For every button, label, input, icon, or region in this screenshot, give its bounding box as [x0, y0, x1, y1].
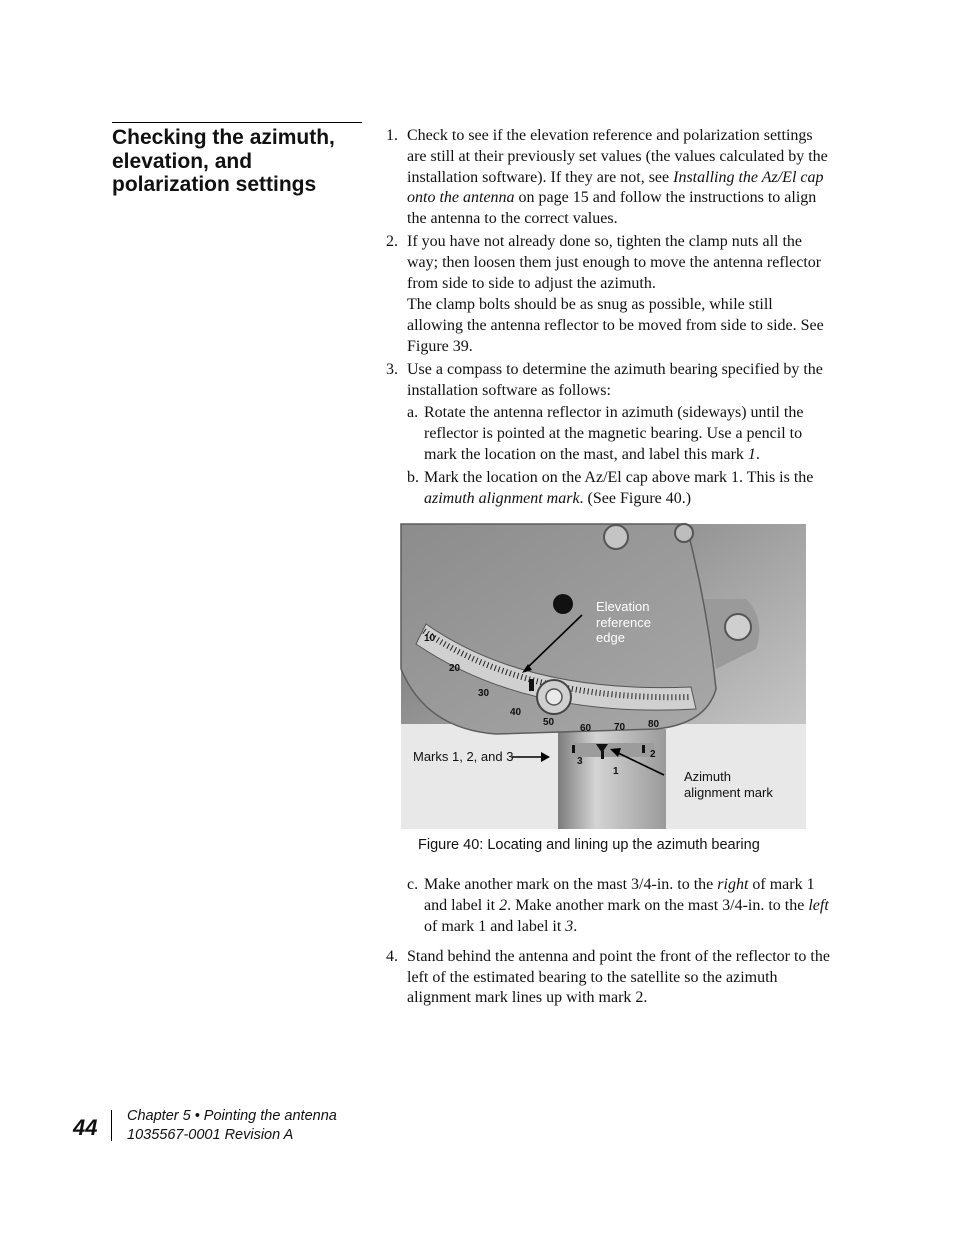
figure-40 [386, 519, 831, 864]
azimuth-alignment-label [684, 769, 773, 800]
top-bolt [604, 525, 628, 549]
step-number: 4. [386, 947, 398, 965]
label-line: Elevation [596, 599, 650, 615]
emphasis-text: left [808, 897, 829, 915]
scale-tick-label: 60 [580, 723, 592, 735]
azimuth-photo [386, 519, 831, 864]
scale-tick-label: 20 [449, 663, 461, 675]
substep-letter: c. [407, 876, 419, 894]
step-3 [386, 360, 831, 402]
label-line: alignment mark [684, 784, 773, 800]
substep-text: Rotate the antenna reflector in azimuth (sideways) until the reflector is pointed at the magnetic bearing. Use a pencil to mark the location on the mast, and label this mark 1. [424, 404, 804, 463]
step-text: If you have not already done so, tighten the clamp nuts all the way; then loosen them just enough to move the antenna reflector from side to side to adjust the azimuth. [407, 232, 822, 292]
mast-mark-label: 1 [613, 766, 619, 778]
scale-tick-label: 40 [510, 707, 522, 719]
emphasis-text: 1 [747, 445, 756, 463]
emphasis-text: azimuth alignment mark [424, 489, 580, 507]
label-line: edge [596, 630, 625, 646]
substep-a [386, 403, 831, 465]
mast-mark-1 [601, 751, 604, 759]
label-line: Azimuth [684, 769, 731, 785]
emphasis-text: right [717, 876, 749, 894]
substep-text: Make another mark on the mast 3/4-in. to the right of mark 1 and label it 2. Make another mark on the mast 3/4-in. to the left of mark 1 and label it 3. [424, 876, 829, 935]
footer-divider [111, 1110, 112, 1141]
substep-c [386, 875, 831, 937]
heading-line: polarization settings [112, 173, 317, 196]
substep-b [386, 468, 831, 510]
step-1 [386, 126, 831, 230]
scale-tick-label: 30 [478, 688, 490, 700]
section-heading [112, 126, 372, 197]
step-text: Use a compass to determine the azimuth bearing specified by the installation software as follows: [407, 360, 823, 399]
footer-chapter: Chapter 5 • Pointing the antenna [127, 1108, 337, 1124]
procedure-body [386, 126, 831, 1011]
footer-doc-id: 1035567-0001 Revision A [127, 1127, 294, 1143]
scale-tick-label: 10 [424, 633, 436, 645]
emphasis-text: Installing the Az/El cap onto the antenna [407, 168, 824, 207]
emphasis-text: 3 [565, 917, 574, 935]
step-4 [386, 947, 831, 1009]
mast-mark-label: 3 [577, 756, 583, 768]
side-bolt [725, 614, 751, 640]
step-note: The clamp bolts should be as snug as possible, while still allowing the antenna reflector to be moved from side to side. See Figure 39. [407, 296, 824, 355]
marks-label: Marks 1, 2, and 3 [413, 749, 514, 765]
step-text: Stand behind the antenna and point the front of the reflector to the left of the estimated bearing to the satellite so the azimuth alignment mark lines up with mark 2. [407, 947, 830, 1007]
mast-mark-2 [642, 745, 645, 753]
step-2 [386, 232, 831, 358]
elevation-reference-label [596, 599, 651, 646]
heading-line: elevation, and [112, 149, 253, 173]
emphasis-text: 2 [499, 897, 508, 915]
top-bolt [675, 524, 693, 542]
substep-letter: a. [407, 404, 419, 422]
substep-text: Mark the location on the Az/El cap above mark 1. This is the azimuth alignment mark. (See Figure 40.) [424, 468, 814, 507]
elevation-mark [529, 679, 534, 691]
mast-mark-label: 2 [650, 749, 656, 761]
plate-hole [553, 594, 573, 614]
step-number: 2. [386, 232, 398, 250]
center-bolt-cap [546, 689, 562, 705]
substep-letter: b. [407, 468, 419, 486]
scale-tick-label: 80 [648, 719, 660, 731]
step-number: 1. [386, 127, 398, 144]
mast-mark-3 [572, 745, 575, 753]
step-text: Check to see if the elevation reference and polarization settings are still at their previously set values (the values calculated by the installation software). If they are not, see Installing the Az/El cap onto the antenna on page 15 and follow the instructions to align the antenna to the correct values. [407, 127, 828, 228]
label-line: reference [596, 614, 651, 630]
page-number: 44 [73, 1115, 98, 1140]
heading-line: Checking the azimuth, [112, 126, 335, 149]
figure-caption: Figure 40: Locating and lining up the azimuth bearing [418, 837, 760, 854]
step-number: 3. [386, 360, 398, 378]
scale-tick-label: 50 [543, 717, 555, 729]
heading-rule [112, 122, 362, 123]
scale-tick-label: 70 [614, 722, 626, 734]
